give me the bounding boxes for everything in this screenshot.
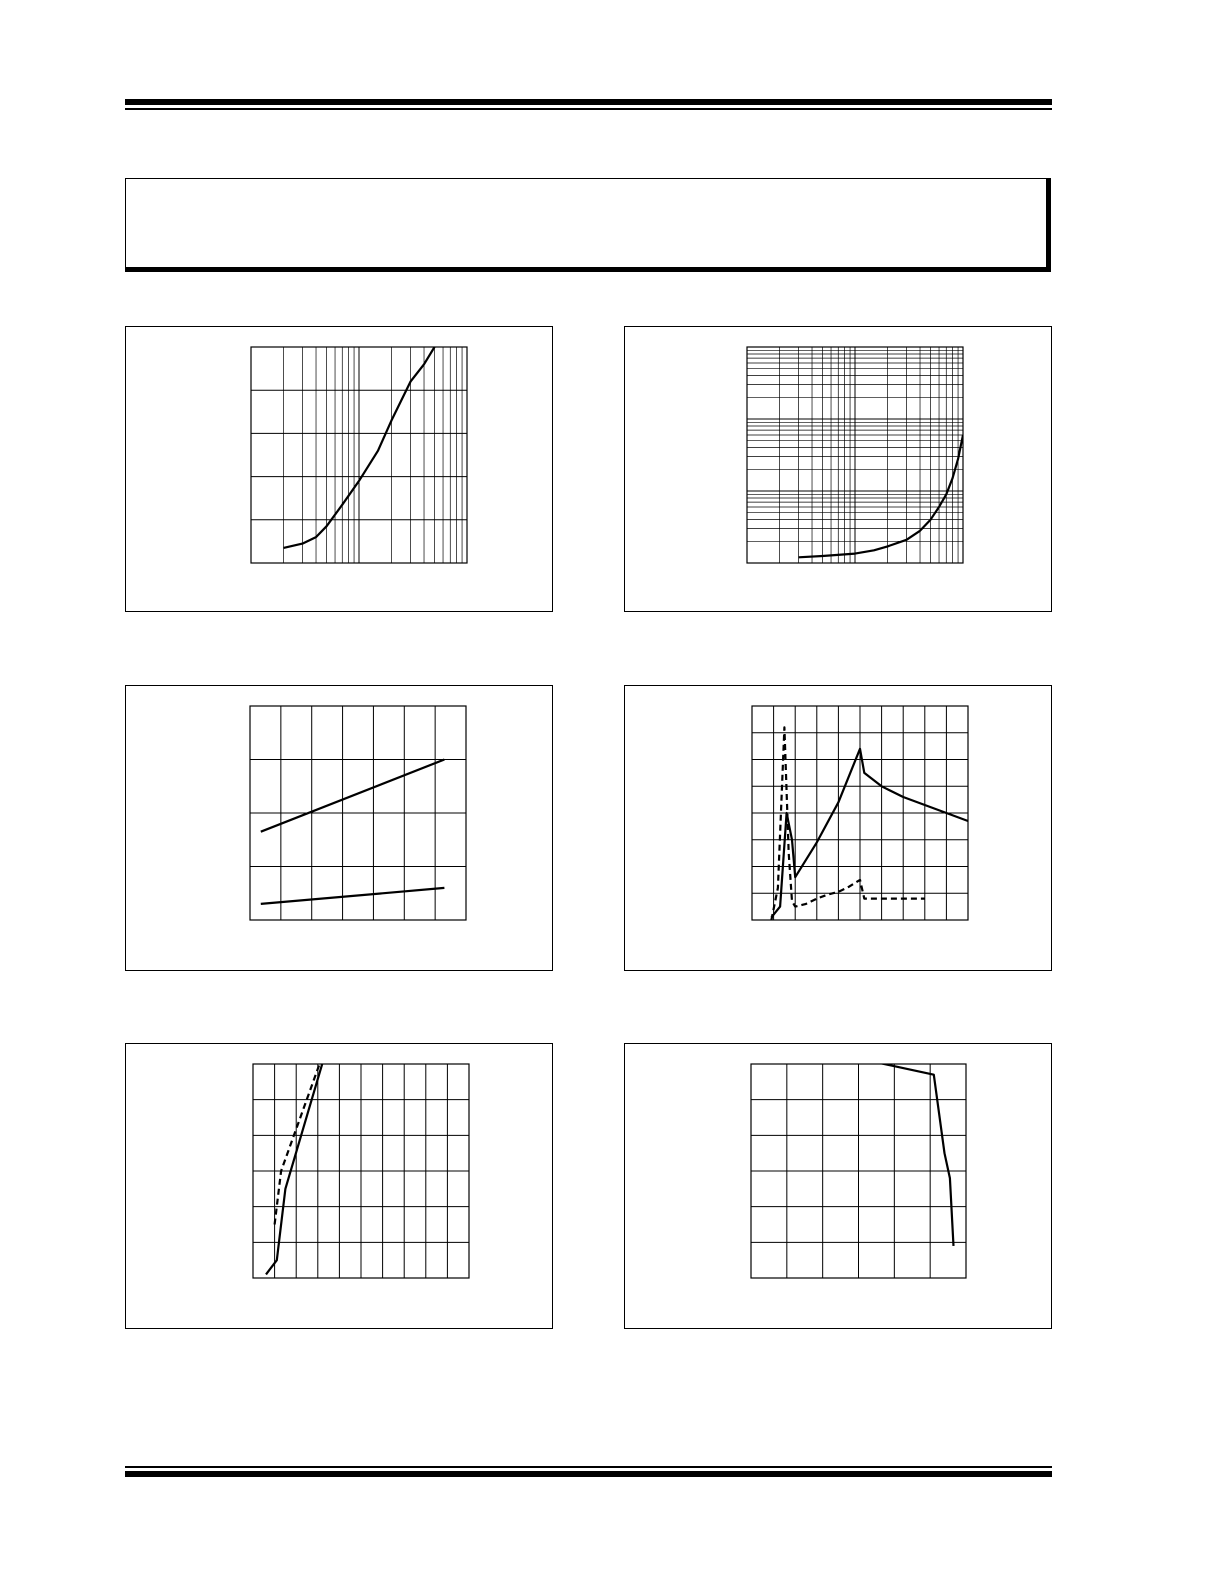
chart-2-svg bbox=[625, 327, 1053, 613]
chart-4-series-2-line bbox=[771, 727, 924, 920]
chart-2-series-1-line bbox=[799, 435, 964, 557]
chart-1-grid bbox=[251, 347, 467, 563]
chart-panel-5 bbox=[125, 1043, 553, 1329]
chart-1-series-1-line bbox=[284, 334, 444, 548]
chart-6-series-1-line bbox=[751, 1057, 954, 1246]
chart-5-series-1-line bbox=[266, 1057, 447, 1275]
footer-rule-thick bbox=[125, 1471, 1052, 1477]
chart-panel-4 bbox=[624, 685, 1052, 971]
chart-4-svg bbox=[625, 686, 1053, 972]
chart-panel-6 bbox=[624, 1043, 1052, 1329]
chart-5-grid bbox=[253, 1064, 469, 1278]
chart-1-svg bbox=[126, 327, 554, 613]
chart-5-svg bbox=[126, 1044, 554, 1330]
chart-4-series-1-line bbox=[771, 749, 968, 918]
footer-rule-thin bbox=[125, 1466, 1052, 1468]
header-rule-thin bbox=[125, 108, 1052, 110]
chart-6-svg bbox=[625, 1044, 1053, 1330]
header-rule-thick bbox=[125, 99, 1052, 105]
chart-panel-1 bbox=[125, 326, 553, 612]
chart-3-series-2-line bbox=[261, 888, 445, 904]
chart-6-grid bbox=[751, 1064, 966, 1278]
note-box bbox=[125, 178, 1051, 272]
chart-panel-2 bbox=[624, 326, 1052, 612]
chart-3-series-1-line bbox=[261, 760, 445, 832]
chart-panel-3 bbox=[125, 685, 553, 971]
chart-3-svg bbox=[126, 686, 554, 972]
chart-2-grid bbox=[747, 347, 963, 563]
